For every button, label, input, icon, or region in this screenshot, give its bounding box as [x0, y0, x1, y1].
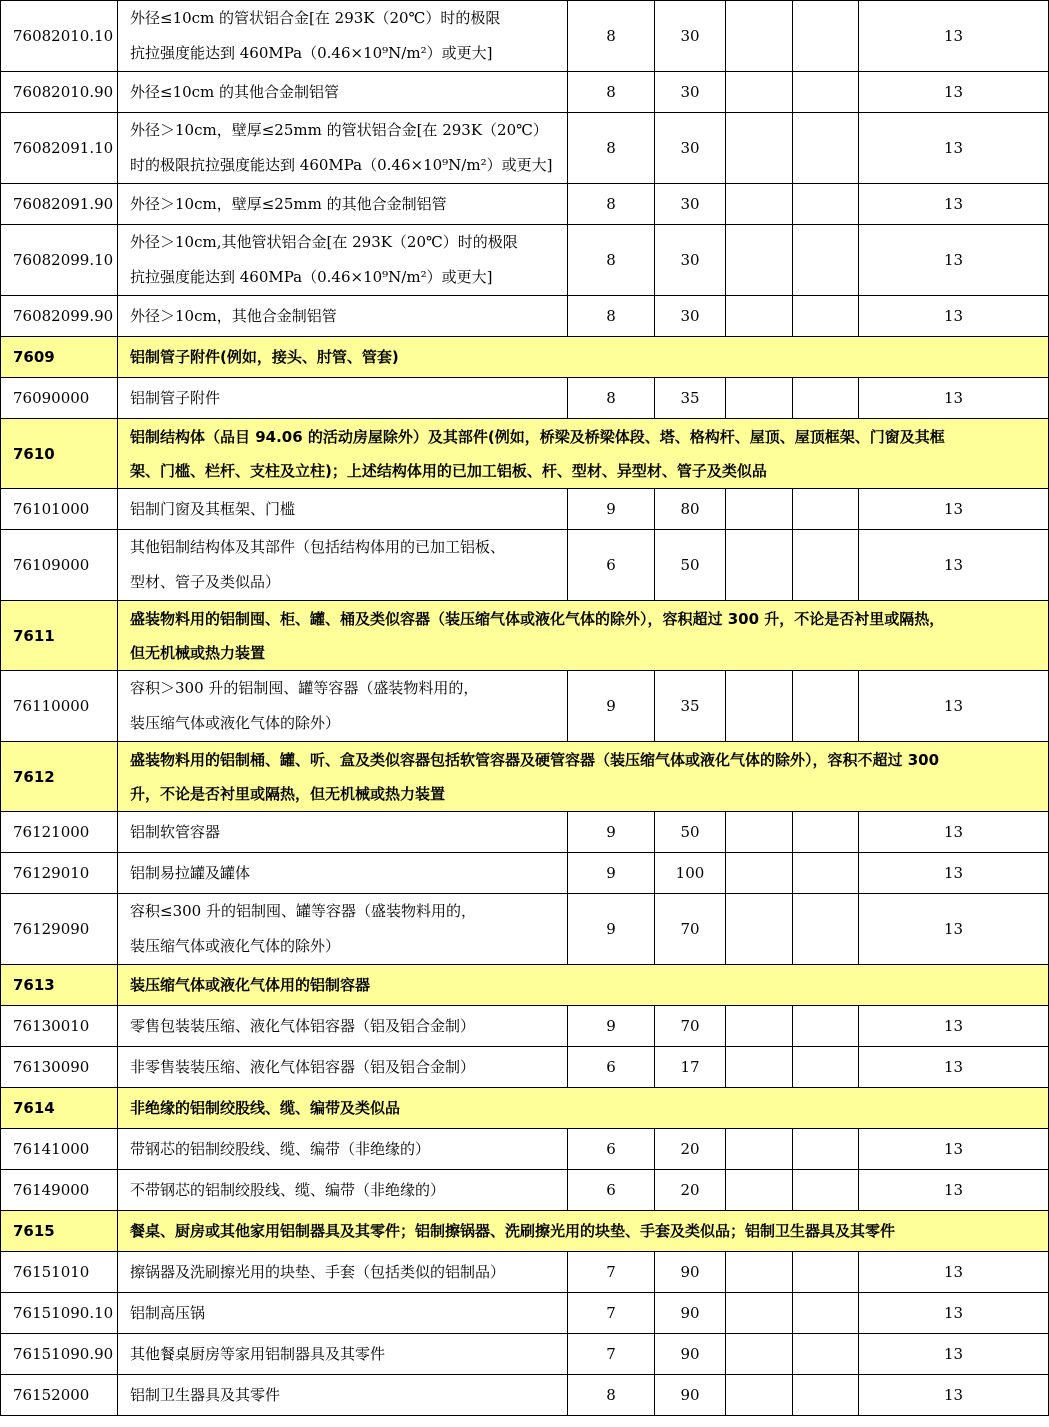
- rate-cell-4: [793, 72, 859, 113]
- rate-cell-4: [793, 378, 859, 419]
- rate-cell-5: 13: [859, 894, 1049, 965]
- rate-cell-1: 9: [568, 489, 655, 530]
- item-description: [118, 1375, 568, 1416]
- heading-code: 7610: [1, 419, 118, 489]
- rate-cell-1: 9: [568, 812, 655, 853]
- item-description-line: 铝制高压锅: [130, 1303, 206, 1322]
- heading-description: [118, 965, 1049, 1006]
- heading-description-line: 架、门槛、栏杆、支柱及立柱)；上述结构体用的已加工铝板、杆、型材、异型材、管子及类似品: [130, 461, 767, 480]
- item-description-line: 外径≤10cm 的管状铝合金[在 293K（20℃）时的极限: [130, 9, 501, 27]
- item-code: 76149000: [1, 1170, 118, 1211]
- rate-cell-3: [726, 812, 793, 853]
- rate-cell-4: [793, 1047, 859, 1088]
- rate-cell-4: [793, 1334, 859, 1375]
- rate-cell-1: 8: [568, 184, 655, 225]
- rate-cell-2: 35: [655, 671, 726, 742]
- item-code: 76151090.10: [1, 1293, 118, 1334]
- rate-cell-5: 13: [859, 113, 1049, 184]
- rate-cell-5: 13: [859, 378, 1049, 419]
- item-code: 76082010.10: [1, 1, 118, 72]
- rate-cell-4: [793, 489, 859, 530]
- item-description: [118, 378, 568, 419]
- rate-cell-4: [793, 853, 859, 894]
- rate-cell-5: 13: [859, 671, 1049, 742]
- item-description-line: 外径＞10cm，壁厚≤25mm 的管状铝合金[在 293K（20℃）: [130, 121, 548, 139]
- item-code: 76151010: [1, 1252, 118, 1293]
- item-description: [118, 671, 568, 742]
- item-description-line: 擦锅器及洗刷擦光用的块垫、手套（包括类似的铝制品）: [130, 1262, 506, 1281]
- rate-cell-1: 6: [568, 1170, 655, 1211]
- rate-cell-3: [726, 1334, 793, 1375]
- table-row: [1, 530, 1049, 601]
- rate-cell-3: [726, 1047, 793, 1088]
- item-description-line: 容积≤300 升的铝制囤、罐等容器（盛装物料用的，: [130, 902, 476, 920]
- heading-description-line: 非绝缘的铝制绞股线、缆、编带及类似品: [130, 1099, 401, 1117]
- rate-cell-4: [793, 296, 859, 337]
- rate-cell-2: 35: [655, 378, 726, 419]
- rate-cell-2: 20: [655, 1170, 726, 1211]
- item-code: 76121000: [1, 812, 118, 853]
- rate-cell-2: 30: [655, 1, 726, 72]
- rate-cell-5: 13: [859, 184, 1049, 225]
- item-code: 76082099.90: [1, 296, 118, 337]
- rate-cell-2: 30: [655, 113, 726, 184]
- rate-cell-2: 50: [655, 530, 726, 601]
- heading-row: [1, 337, 1049, 378]
- rate-cell-1: 8: [568, 113, 655, 184]
- rate-cell-1: 7: [568, 1334, 655, 1375]
- rate-cell-2: 17: [655, 1047, 726, 1088]
- rate-cell-3: [726, 296, 793, 337]
- item-description-line: 铝制管子附件: [130, 388, 221, 407]
- tariff-table-body: [1, 1, 1049, 1416]
- rate-cell-1: 6: [568, 1129, 655, 1170]
- table-row: [1, 1047, 1049, 1088]
- rate-cell-4: [793, 1170, 859, 1211]
- item-code: 76141000: [1, 1129, 118, 1170]
- heading-description: [118, 1211, 1049, 1252]
- item-code: 76130090: [1, 1047, 118, 1088]
- rate-cell-2: 90: [655, 1334, 726, 1375]
- table-row: [1, 1129, 1049, 1170]
- heading-description-line: 铝制管子附件(例如，接头、肘管、管套): [130, 348, 399, 366]
- rate-cell-2: 90: [655, 1252, 726, 1293]
- rate-cell-3: [726, 184, 793, 225]
- rate-cell-3: [726, 378, 793, 419]
- rate-cell-5: 13: [859, 1252, 1049, 1293]
- rate-cell-3: [726, 1375, 793, 1416]
- rate-cell-5: 13: [859, 812, 1049, 853]
- item-code: 76082099.10: [1, 225, 118, 296]
- heading-description: [118, 337, 1049, 378]
- heading-description-line: 盛装物料用的铝制桶、罐、听、盒及类似容器包括软管容器及硬管容器（装压缩气体或液化气体的除外），容积不超过 300: [130, 750, 940, 769]
- rate-cell-1: 8: [568, 225, 655, 296]
- rate-cell-3: [726, 72, 793, 113]
- rate-cell-5: 13: [859, 1170, 1049, 1211]
- item-code: 76151090.90: [1, 1334, 118, 1375]
- rate-cell-2: 20: [655, 1129, 726, 1170]
- heading-row: [1, 419, 1049, 489]
- item-description-line: 抗拉强度能达到 460MPa（0.46×10⁹N/m²）或更大]: [130, 268, 493, 286]
- heading-description-line: 铝制结构体（品目 94.06 的活动房屋除外）及其部件(例如，桥梁及桥梁体段、塔、格构杆、屋顶、屋顶框架、门窗及其框: [130, 427, 945, 446]
- table-row: [1, 853, 1049, 894]
- rate-cell-5: 13: [859, 1334, 1049, 1375]
- heading-description-line: 但无机械或热力装置: [130, 643, 266, 662]
- rate-cell-4: [793, 113, 859, 184]
- rate-cell-3: [726, 113, 793, 184]
- rate-cell-2: 30: [655, 296, 726, 337]
- item-description: [118, 1334, 568, 1375]
- rate-cell-4: [793, 1375, 859, 1416]
- rate-cell-2: 90: [655, 1375, 726, 1416]
- rate-cell-2: 30: [655, 184, 726, 225]
- rate-cell-3: [726, 671, 793, 742]
- rate-cell-5: 13: [859, 530, 1049, 601]
- item-code: 76110000: [1, 671, 118, 742]
- item-code: 76082091.90: [1, 184, 118, 225]
- item-code: 76109000: [1, 530, 118, 601]
- item-description: [118, 72, 568, 113]
- rate-cell-4: [793, 184, 859, 225]
- table-row: [1, 1375, 1049, 1416]
- item-description-line: 外径＞10cm，其他合金制铝管: [130, 306, 337, 325]
- rate-cell-3: [726, 1293, 793, 1334]
- rate-cell-1: 8: [568, 1, 655, 72]
- heading-row: [1, 1211, 1049, 1252]
- rate-cell-4: [793, 1252, 859, 1293]
- rate-cell-1: 8: [568, 378, 655, 419]
- item-description: [118, 853, 568, 894]
- rate-cell-1: 9: [568, 1006, 655, 1047]
- item-description: [118, 1252, 568, 1293]
- rate-cell-3: [726, 1170, 793, 1211]
- rate-cell-5: 13: [859, 296, 1049, 337]
- heading-description: [118, 601, 1049, 671]
- rate-cell-1: 8: [568, 296, 655, 337]
- item-description-line: 时的极限抗拉强度能达到 460MPa（0.46×10⁹N/m²）或更大]: [130, 156, 553, 174]
- table-row: [1, 1293, 1049, 1334]
- rate-cell-4: [793, 225, 859, 296]
- rate-cell-4: [793, 1293, 859, 1334]
- item-code: 76090000: [1, 378, 118, 419]
- item-description-line: 其他餐桌厨房等家用铝制器具及其零件: [130, 1344, 386, 1363]
- rate-cell-3: [726, 1129, 793, 1170]
- item-description-line: 外径≤10cm 的其他合金制铝管: [130, 82, 340, 101]
- rate-cell-5: 13: [859, 225, 1049, 296]
- table-row: [1, 1006, 1049, 1047]
- item-code: 76129090: [1, 894, 118, 965]
- item-description: [118, 296, 568, 337]
- rate-cell-5: 13: [859, 1129, 1049, 1170]
- heading-description: [118, 1088, 1049, 1129]
- rate-cell-2: 30: [655, 72, 726, 113]
- heading-description: [118, 419, 1049, 489]
- heading-description-line: 盛装物料用的铝制囤、柜、罐、桶及类似容器（装压缩气体或液化气体的除外），容积超过 300 升，不论是否衬里或隔热，: [130, 609, 945, 628]
- rate-cell-2: 70: [655, 894, 726, 965]
- heading-description-line: 升，不论是否衬里或隔热，但无机械或热力装置: [130, 784, 446, 803]
- item-code: 76130010: [1, 1006, 118, 1047]
- rate-cell-5: 13: [859, 489, 1049, 530]
- table-row: [1, 225, 1049, 296]
- item-description: [118, 489, 568, 530]
- rate-cell-2: 90: [655, 1293, 726, 1334]
- item-description-line: 铝制门窗及其框架、门槛: [130, 499, 296, 518]
- item-description: [118, 113, 568, 184]
- item-description-line: 抗拉强度能达到 460MPa（0.46×10⁹N/m²）或更大]: [130, 44, 493, 62]
- rate-cell-1: 8: [568, 1375, 655, 1416]
- table-row: [1, 1334, 1049, 1375]
- item-description-line: 非零售装装压缩、液化气体铝容器（铝及铝合金制）: [130, 1057, 476, 1076]
- rate-cell-2: 100: [655, 853, 726, 894]
- table-row: [1, 489, 1049, 530]
- table-row: [1, 671, 1049, 742]
- item-description: [118, 1047, 568, 1088]
- table-row: [1, 113, 1049, 184]
- rate-cell-2: 50: [655, 812, 726, 853]
- item-description-line: 带钢芯的铝制绞股线、缆、编带（非绝缘的）: [130, 1139, 431, 1158]
- rate-cell-5: 13: [859, 1293, 1049, 1334]
- table-row: [1, 184, 1049, 225]
- table-row: [1, 378, 1049, 419]
- rate-cell-2: 30: [655, 225, 726, 296]
- rate-cell-5: 13: [859, 1375, 1049, 1416]
- heading-row: [1, 1088, 1049, 1129]
- heading-code: 7611: [1, 601, 118, 671]
- rate-cell-4: [793, 1, 859, 72]
- heading-description-line: 餐桌、厨房或其他家用铝制器具及其零件；铝制擦锅器、洗刷擦光用的块垫、手套及类似品；铝制卫生器具及其零件: [130, 1222, 896, 1240]
- item-code: 76152000: [1, 1375, 118, 1416]
- item-description: [118, 1170, 568, 1211]
- rate-cell-3: [726, 1006, 793, 1047]
- item-description: [118, 1, 568, 72]
- rate-cell-1: 7: [568, 1293, 655, 1334]
- table-row: [1, 894, 1049, 965]
- heading-code: 7615: [1, 1211, 118, 1252]
- item-code: 76082091.10: [1, 113, 118, 184]
- item-description-line: 零售包装装压缩、液化气体铝容器（铝及铝合金制）: [130, 1016, 476, 1035]
- table-row: [1, 1252, 1049, 1293]
- rate-cell-5: 13: [859, 72, 1049, 113]
- item-description: [118, 1293, 568, 1334]
- rate-cell-1: 9: [568, 853, 655, 894]
- item-description-line: 不带钢芯的铝制绞股线、缆、编带（非绝缘的）: [130, 1180, 446, 1199]
- item-description-line: 装压缩气体或液化气体的除外）: [130, 937, 341, 955]
- heading-code: 7614: [1, 1088, 118, 1129]
- rate-cell-5: 13: [859, 1047, 1049, 1088]
- rate-cell-4: [793, 894, 859, 965]
- rate-cell-4: [793, 1006, 859, 1047]
- heading-row: [1, 601, 1049, 671]
- table-row: [1, 296, 1049, 337]
- table-row: [1, 1170, 1049, 1211]
- rate-cell-3: [726, 1, 793, 72]
- item-description: [118, 184, 568, 225]
- heading-code: 7609: [1, 337, 118, 378]
- heading-description: [118, 742, 1049, 812]
- heading-code: 7612: [1, 742, 118, 812]
- heading-row: [1, 965, 1049, 1006]
- item-description-line: 装压缩气体或液化气体的除外）: [130, 714, 341, 732]
- rate-cell-1: 9: [568, 671, 655, 742]
- item-description-line: 铝制卫生器具及其零件: [130, 1385, 281, 1404]
- rate-cell-3: [726, 1252, 793, 1293]
- item-code: 76129010: [1, 853, 118, 894]
- item-description-line: 铝制易拉罐及罐体: [130, 863, 251, 882]
- rate-cell-1: 6: [568, 1047, 655, 1088]
- table-row: [1, 72, 1049, 113]
- table-row: [1, 1, 1049, 72]
- heading-description-line: 装压缩气体或液化气体用的铝制容器: [130, 976, 371, 994]
- item-description: [118, 1129, 568, 1170]
- item-description-line: 型材、管子及类似品）: [130, 573, 281, 591]
- rate-cell-1: 6: [568, 530, 655, 601]
- rate-cell-1: 9: [568, 894, 655, 965]
- rate-cell-3: [726, 489, 793, 530]
- item-description-line: 外径＞10cm，壁厚≤25mm 的其他合金制铝管: [130, 194, 447, 213]
- heading-code: 7613: [1, 965, 118, 1006]
- rate-cell-4: [793, 530, 859, 601]
- rate-cell-5: 13: [859, 1006, 1049, 1047]
- item-description: [118, 812, 568, 853]
- heading-row: [1, 742, 1049, 812]
- rate-cell-3: [726, 894, 793, 965]
- item-description: [118, 1006, 568, 1047]
- item-description-line: 其他铝制结构体及其部件（包括结构体用的已加工铝板、: [130, 538, 506, 556]
- rate-cell-3: [726, 225, 793, 296]
- item-code: 76082010.90: [1, 72, 118, 113]
- rate-cell-1: 8: [568, 72, 655, 113]
- rate-cell-5: 13: [859, 1, 1049, 72]
- table-row: [1, 812, 1049, 853]
- item-description: [118, 530, 568, 601]
- rate-cell-3: [726, 530, 793, 601]
- item-description-line: 外径＞10cm,其他管状铝合金[在 293K（20℃）时的极限: [130, 233, 518, 251]
- rate-cell-3: [726, 853, 793, 894]
- item-description-line: 铝制软管容器: [130, 822, 221, 841]
- rate-cell-2: 80: [655, 489, 726, 530]
- item-description: [118, 225, 568, 296]
- rate-cell-4: [793, 812, 859, 853]
- rate-cell-5: 13: [859, 853, 1049, 894]
- item-code: 76101000: [1, 489, 118, 530]
- item-description: [118, 894, 568, 965]
- rate-cell-2: 70: [655, 1006, 726, 1047]
- rate-cell-4: [793, 1129, 859, 1170]
- rate-cell-1: 7: [568, 1252, 655, 1293]
- rate-cell-4: [793, 671, 859, 742]
- item-description-line: 容积＞300 升的铝制囤、罐等容器（盛装物料用的，: [130, 679, 479, 697]
